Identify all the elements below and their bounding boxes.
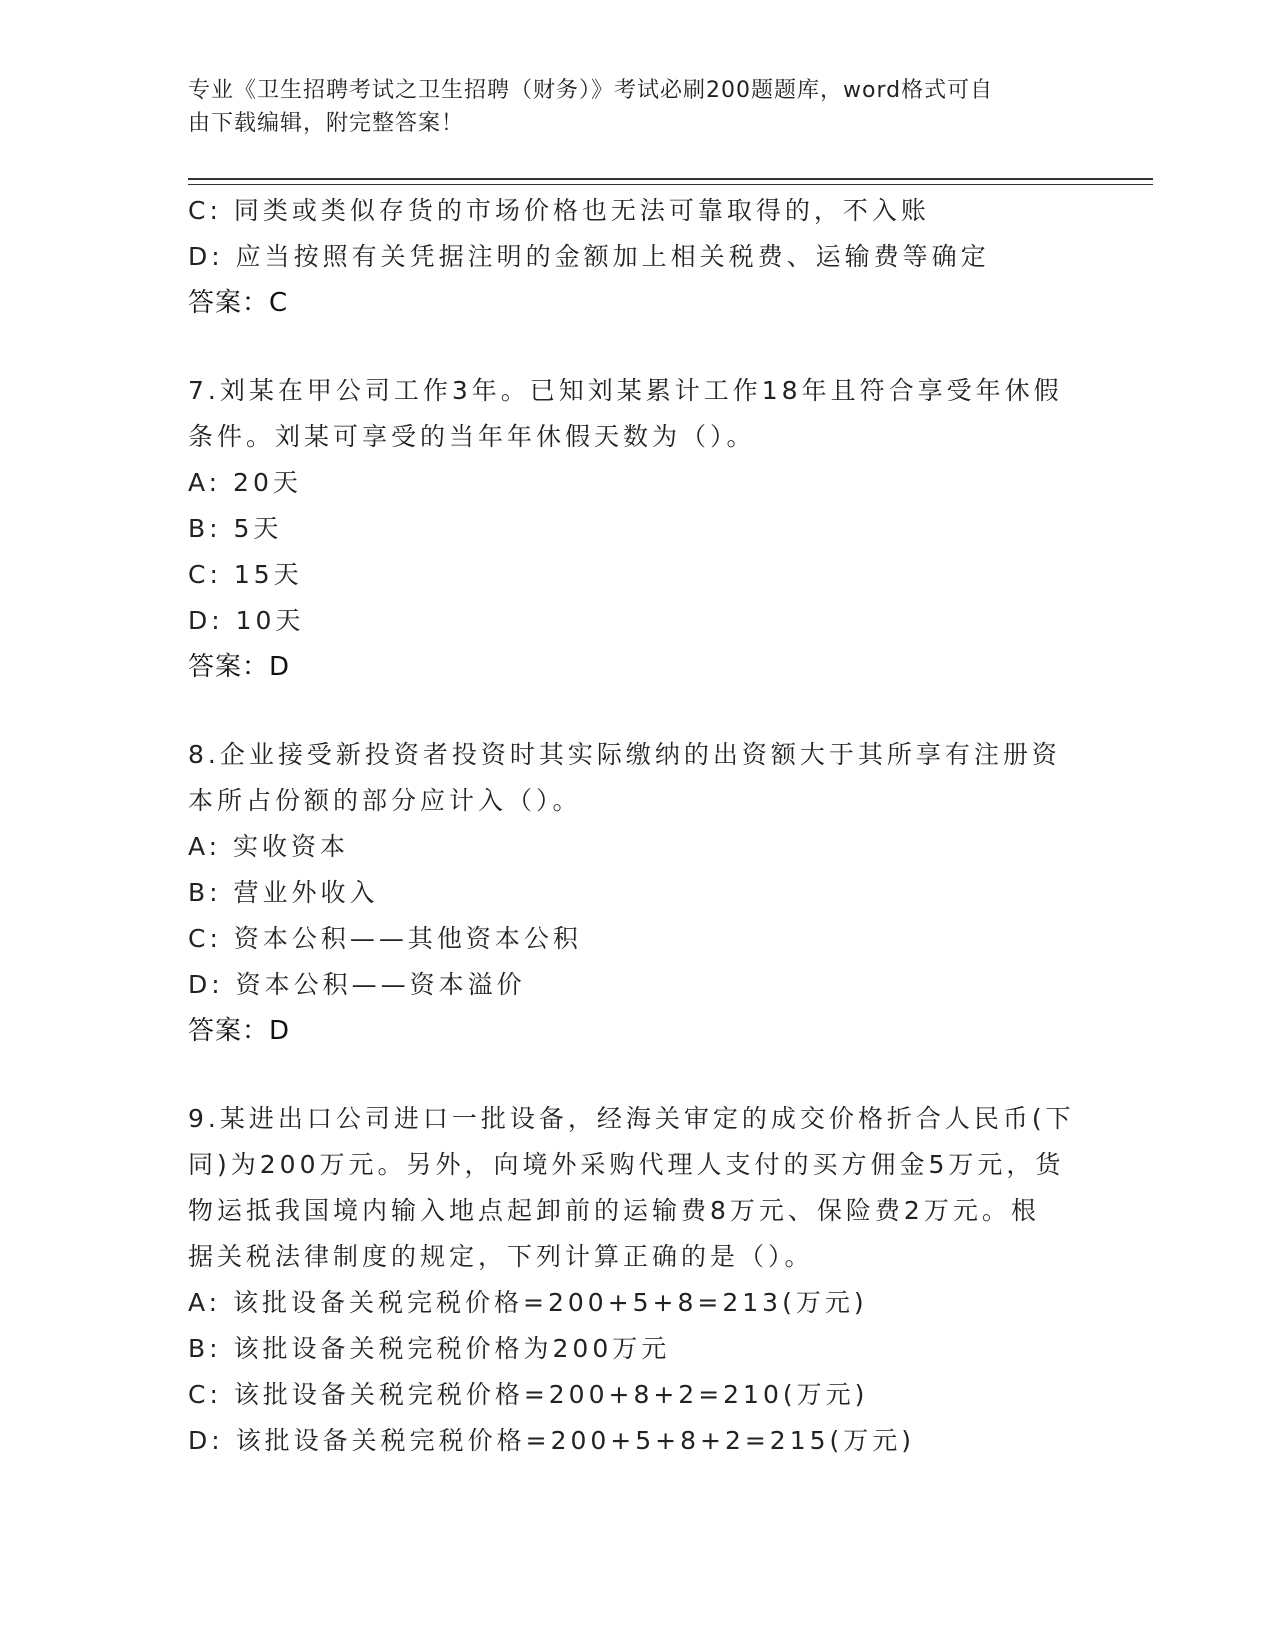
header-line-2: 由下载编辑，附完整答案！ (188, 111, 465, 136)
q7-answer: 答案：D (188, 652, 291, 682)
q8-stem-line-2: 本所占份额的部分应计入（）。 (188, 786, 582, 815)
q6-answer: 答案：C (188, 288, 289, 318)
q8-option-d: D: 资本公积——资本溢价 (188, 970, 526, 999)
q9-stem-line-2: 同)为200万元。另外，向境外采购代理人支付的买方佣金5万元，货 (188, 1150, 1065, 1179)
question-9 (188, 1096, 1088, 1464)
q8-option-a: A: 实收资本 (188, 832, 350, 861)
spacer (188, 690, 1088, 732)
question-7 (188, 368, 1088, 690)
q7-stem-line-1: 7.刘某在甲公司工作3年。已知刘某累计工作18年且符合享受年休假 (188, 376, 1063, 405)
q8-option-c: C: 资本公积——其他资本公积 (188, 924, 582, 953)
q9-stem-line-3: 物运抵我国境内输入地点起卸前的运输费8万元、保险费2万元。根 (188, 1196, 1040, 1225)
q7-option-d: D: 10天 (188, 606, 305, 635)
q7-stem-line-2: 条件。刘某可享受的当年年休假天数为（）。 (188, 422, 756, 451)
q6-option-d: D: 应当按照有关凭据注明的金额加上相关税费、运输费等确定 (188, 242, 990, 271)
question-list (188, 188, 1088, 1464)
document-header (188, 74, 1068, 140)
q9-option-b: B: 该批设备关税完税价格为200万元 (188, 1334, 671, 1363)
question-8 (188, 732, 1088, 1054)
q7-option-a: A: 20天 (188, 468, 302, 497)
spacer (188, 326, 1088, 368)
q9-stem-line-4: 据关税法律制度的规定，下列计算正确的是（）。 (188, 1242, 814, 1271)
q9-option-a: A: 该批设备关税完税价格=200+5+8=213(万元) (188, 1288, 868, 1317)
header-line-1: 专业《卫生招聘考试之卫生招聘（财务）》考试必刷200题题库，word格式可自 (188, 78, 994, 103)
q8-stem-line-1: 8.企业接受新投资者投资时其实际缴纳的出资额大于其所享有注册资 (188, 740, 1061, 769)
q7-option-c: C: 15天 (188, 560, 303, 589)
spacer (188, 1054, 1088, 1096)
q9-option-c: C: 该批设备关税完税价格=200+8+2=210(万元) (188, 1380, 869, 1409)
q8-answer: 答案：D (188, 1016, 291, 1046)
q6-option-c: C: 同类或类似存货的市场价格也无法可靠取得的，不入账 (188, 196, 930, 225)
q7-option-b: B: 5天 (188, 514, 283, 543)
q9-stem-line-1: 9.某进出口公司进口一批设备，经海关审定的成交价格折合人民币(下 (188, 1104, 1075, 1133)
q9-option-d: D: 该批设备关税完税价格=200+5+8+2=215(万元) (188, 1426, 916, 1455)
header-divider-thin (188, 184, 1153, 185)
q8-option-b: B: 营业外收入 (188, 878, 379, 907)
question-6 (188, 188, 1088, 326)
header-divider-thick (188, 178, 1153, 180)
